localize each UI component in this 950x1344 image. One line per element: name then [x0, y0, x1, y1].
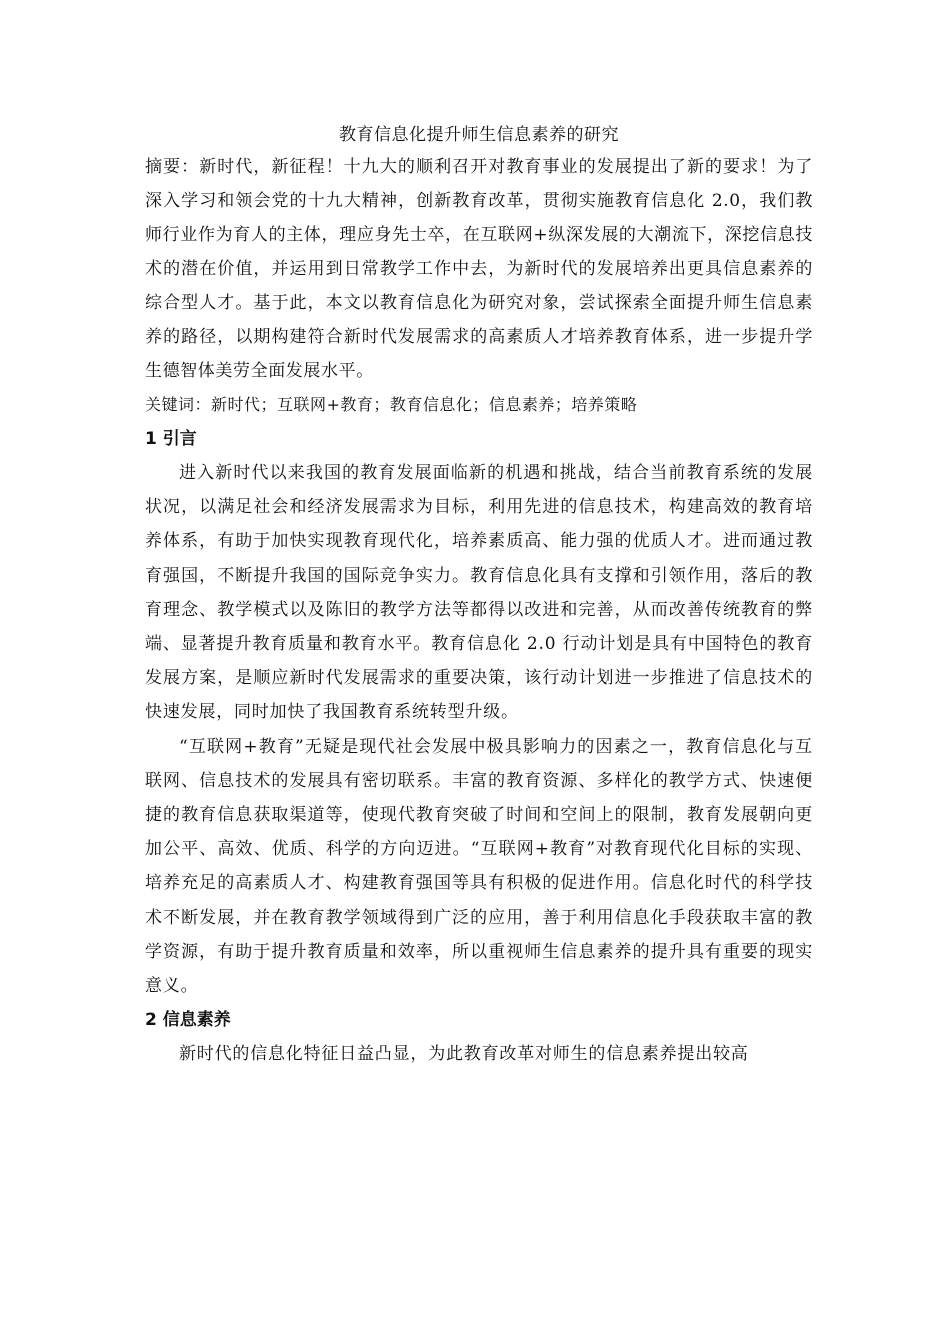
- body-paragraph: 新时代的信息化特征日益凸显，为此教育改革对师生的信息素养提出较高: [179, 1044, 749, 1065]
- document-page: [145, 120, 813, 1071]
- document-title: 教育信息化提升师生信息素养的研究: [339, 125, 619, 145]
- section-heading-introduction: 1 引言: [145, 429, 197, 449]
- body-paragraph: “互联网+教育”无疑是现代社会发展中极具影响力的因素之一，教育信息化与互联网、信息技术的发展具有密切联系。丰富的教育资源、多样化的教学方式、快速便捷的教育信息获取渠道等，使现代教育突破了时间和空间上的限制，教育发展朝向更加公平、高效、优质、科学的方向迈进。“互联网+教育”对教育现代化目标的实现、培养充足的高素质人才、构建教育强国等具有积极的促进作用。信息化时代的科学技术不断发展，并在教育教学领域得到广泛的应用，善于利用信息化手段获取丰富的教学资源，有助于提升教育质量和效率，所以重视师生信息素养的提升具有重要的现实意义。: [145, 736, 813, 997]
- abstract-paragraph: 摘要：新时代，新征程！十九大的顺利召开对教育事业的发展提出了新的要求！为了深入学习和领会党的十九大精神，创新教育改革，贯彻实施教育信息化 2.0，我们教师行业作为育人的主体，理应身先士卒，在互联网+纵深发展的大潮流下，深挖信息技术的潜在价值，并运用到日常教学工作中去，为新时代的发展培养出更具信息素养的综合型人才。基于此，本文以教育信息化为研究对象，尝试探索全面提升师生信息素养的路径，以期构建符合新时代发展需求的高素质人才培养教育体系，进一步提升学生德智体美劳全面发展水平。: [145, 157, 813, 381]
- section-heading-information-literacy: 2 信息素养: [145, 1010, 231, 1031]
- keywords-line: 关键词：新时代；互联网+教育；教育信息化；信息素养；培养策略: [145, 395, 638, 414]
- body-paragraph: 进入新时代以来我国的教育发展面临新的机遇和挑战，结合当前教育系统的发展状况，以满足社会和经济发展需求为目标，利用先进的信息技术，构建高效的教育培养体系，有助于加快实现教育现代化，培养素质高、能力强的优质人才。进而通过教育强国，不断提升我国的国际竞争实力。教育信息化具有支撑和引领作用，落后的教育理念、教学模式以及陈旧的教学方法等都得以改进和完善，从而改善传统教育的弊端、显著提升教育质量和教育水平。教育信息化 2.0 行动计划是具有中国特色的教育发展方案，是顺应新时代发展需求的重要决策，该行动计划进一步推进了信息技术的快速发展，同时加快了我国教育系统转型升级。: [145, 463, 813, 723]
